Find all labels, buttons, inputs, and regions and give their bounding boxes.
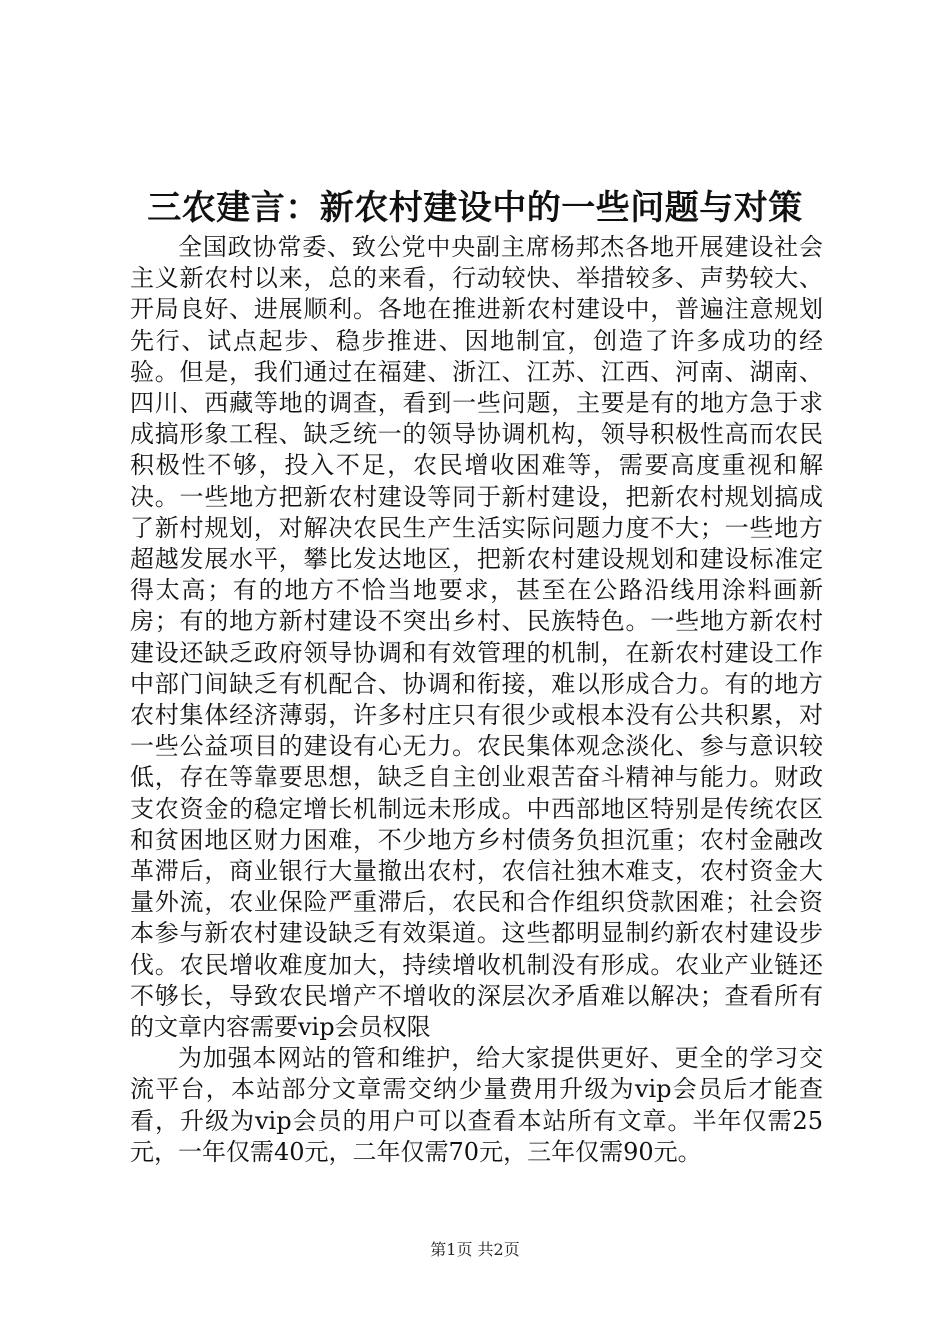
body-paragraph-2: 为加强本网站的管和维护，给大家提供更好、更全的学习交流平台，本站部分文章需交纳少量费用升级为vip会员后才能查看，升级为vip会员的用户可以查看本站所有文章。半年仅需25元，一年仅需40元，二年仅需70元，三年仅需90元。 <box>130 1044 823 1166</box>
body-paragraph-1: 全国政协常委、致公党中央副主席杨邦杰各地开展建设社会主义新农村以来，总的来看，行动较快、举措较多、声势较大、开局良好、进展顺利。各地在推进新农村建设中，普遍注意规划先行、试点起步、稳步推进、因地制宜，创造了许多成功的经验。但是，我们通过在福建、浙江、江苏、江西、河南、湖南、四川、西藏等地的调查，看到一些问题，主要是有的地方急于求成搞形象工程、缺乏统一的领导协调机构，领导积极性高而农民积极性不够，投入不足，农民增收困难等，需要高度重视和解决。一些地方把新农村建设等同于新村建设，把新农村规划搞成了新村规划，对解决农民生产生活实际问题力度不大；一些地方超越发展水平，攀比发达地区，把新农村建设规划和建设标准定得太高；有的地方不恰当地要求，甚至在公路沿线用涂料画新房；有的地方新村建设不突出乡村、民族特色。一些地方新农村建设还缺乏政府领导协调和有效管理的机制，在新农村建设工作中部门间缺乏有机配合、协调和衔接，难以形成合力。有的地方农村集体经济薄弱，许多村庄只有很少或根本没有公共积累，对一些公益项目的建设有心无力。农民集体观念淡化、参与意识较低，存在等靠要思想，缺乏自主创业艰苦奋斗精神与能力。财政支农资金的稳定增长机制远未形成。中西部地区特别是传统农区和贫困地区财力困难，不少地方乡村债务负担沉重；农村金融改革滞后，商业银行大量撤出农村，农信社独木难支，农村资金大量外流，农业保险严重滞后，农民和合作组织贷款困难；社会资本参与新农村建设缺乏有效渠道。这些都明显制约新农村建设步伐。农民增收难度加大，持续增收机制没有形成。农业产业链还不够长，导致农民增产不增收的深层次矛盾难以解决；查看所有的文章内容需要vip会员权限 <box>130 233 823 1042</box>
document-title: 三农建言：新农村建设中的一些问题与对策 <box>147 188 803 228</box>
document-body <box>130 232 823 1168</box>
page-footer: 第1页 共2页 <box>430 1240 520 1259</box>
